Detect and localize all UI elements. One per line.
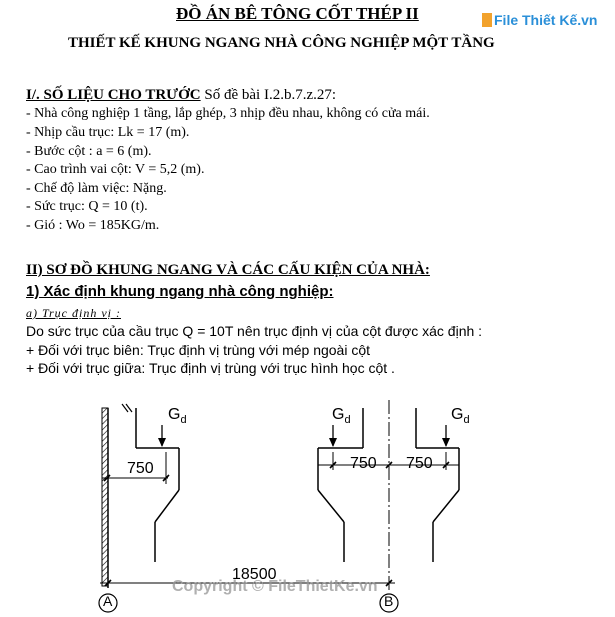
section2-paragraph: + Đối với trục giữa: Trục định vị trùng với trục hình học cột . (26, 360, 395, 376)
dimension-label: 750 (350, 455, 377, 472)
document-subtitle: THIẾT KẾ KHUNG NGANG NHÀ CÔNG NGHIỆP MỘT TẦNG (68, 35, 495, 51)
section2-paragraph: Do sức trục của cầu trục Q = 10T nên trục định vị của cột được xác định : (26, 323, 483, 339)
load-label: $G_d$ (168, 406, 187, 427)
section2-subheading: 1) Xác định khung ngang nhà công nghiệp: (26, 283, 334, 300)
section1-line: - Chế độ làm việc: Nặng. (26, 181, 167, 196)
middle-column (318, 400, 459, 590)
section1-line: - Nhà công nghiệp 1 tầng, lắp ghép, 3 nhịp đều nhau, không có cửa mái. (26, 106, 430, 121)
axis-b-label: B (384, 593, 394, 609)
axis-a-label: A (103, 593, 113, 609)
section1-line: - Gió : Wo = 185KG/m. (26, 218, 160, 233)
section1-line: - Sức trục: Q = 10 (t). (26, 199, 148, 214)
dimension-label: 750 (127, 460, 154, 477)
document-title: ĐỒ ÁN BÊ TÔNG CỐT THÉP II (176, 4, 419, 23)
section2-heading: II) SƠ ĐỒ KHUNG NGANG VÀ CÁC CẤU KIỆN CỦA NHÀ: (26, 262, 430, 278)
span-label: 18500 (232, 566, 277, 583)
section1-heading: I/. SỐ LIỆU CHO TRƯỚC Số đề bài I.2.b.7.z.27: (26, 87, 337, 103)
section2-paragraph: + Đối với trục biên: Trục định vị trùng với mép ngoài cột (26, 342, 371, 358)
section1-line: - Nhịp cầu trục: Lk = 17 (m). (26, 125, 190, 140)
section2-subsubheading: a) Trục định vị : (26, 306, 121, 320)
site-logo: File Thiết Kế.vn (482, 12, 597, 28)
copyright-watermark: Copyright © FileThietKe.vn (172, 578, 378, 595)
dimension-label: 750 (406, 455, 433, 472)
section1-line: - Bước cột : a = 6 (m). (26, 144, 152, 159)
load-label: $G_d$ (451, 406, 470, 427)
load-label: $G_d$ (332, 406, 351, 427)
edge-column (102, 404, 179, 588)
section1-line: - Cao trình vai cột: V = 5,2 (m). (26, 162, 205, 177)
